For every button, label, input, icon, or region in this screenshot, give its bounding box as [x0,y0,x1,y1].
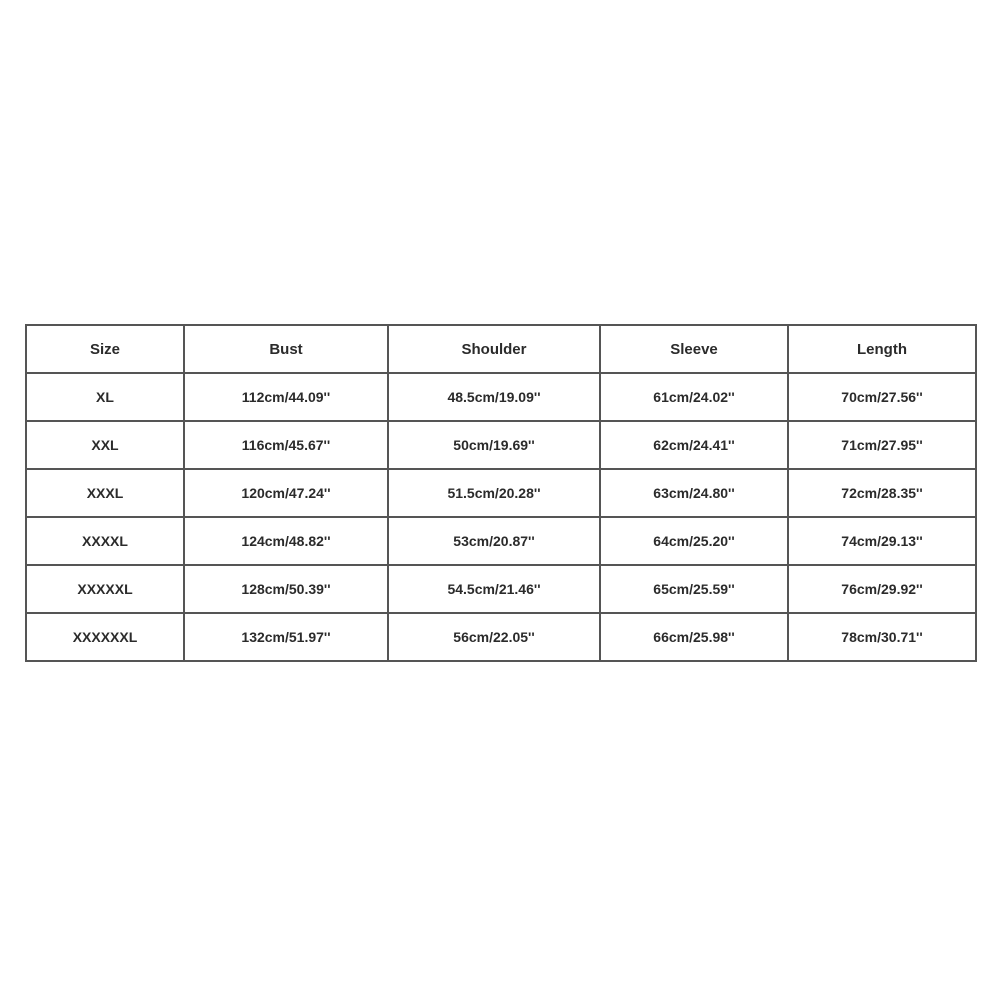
sleeve-cell: 63cm/24.80'' [600,469,788,517]
header-shoulder: Shoulder [388,325,600,373]
bust-cell: 120cm/47.24'' [184,469,388,517]
length-cell: 71cm/27.95'' [788,421,976,469]
length-cell: 74cm/29.13'' [788,517,976,565]
sleeve-cell: 62cm/24.41'' [600,421,788,469]
size-cell: XXL [26,421,184,469]
length-cell: 78cm/30.71'' [788,613,976,661]
size-cell: XXXXXXL [26,613,184,661]
table-row [26,421,976,469]
shoulder-cell: 51.5cm/20.28'' [388,469,600,517]
size-cell: XL [26,373,184,421]
header-sleeve: Sleeve [600,325,788,373]
bust-cell: 128cm/50.39'' [184,565,388,613]
shoulder-cell: 53cm/20.87'' [388,517,600,565]
sleeve-cell: 66cm/25.98'' [600,613,788,661]
size-cell: XXXL [26,469,184,517]
length-cell: 72cm/28.35'' [788,469,976,517]
sleeve-cell: 64cm/25.20'' [600,517,788,565]
sleeve-cell: 65cm/25.59'' [600,565,788,613]
header-row [26,325,976,373]
size-chart-header [26,325,976,373]
header-length: Length [788,325,976,373]
sleeve-cell: 61cm/24.02'' [600,373,788,421]
table-row [26,373,976,421]
bust-cell: 132cm/51.97'' [184,613,388,661]
bust-cell: 116cm/45.67'' [184,421,388,469]
table-row [26,613,976,661]
size-cell: XXXXXL [26,565,184,613]
shoulder-cell: 54.5cm/21.46'' [388,565,600,613]
table-row [26,565,976,613]
bust-cell: 112cm/44.09'' [184,373,388,421]
size-chart-table [25,324,977,662]
size-cell: XXXXL [26,517,184,565]
length-cell: 76cm/29.92'' [788,565,976,613]
table-row [26,517,976,565]
shoulder-cell: 50cm/19.69'' [388,421,600,469]
shoulder-cell: 48.5cm/19.09'' [388,373,600,421]
size-chart-body [26,373,976,661]
header-size: Size [26,325,184,373]
header-bust: Bust [184,325,388,373]
bust-cell: 124cm/48.82'' [184,517,388,565]
length-cell: 70cm/27.56'' [788,373,976,421]
shoulder-cell: 56cm/22.05'' [388,613,600,661]
table-row [26,469,976,517]
